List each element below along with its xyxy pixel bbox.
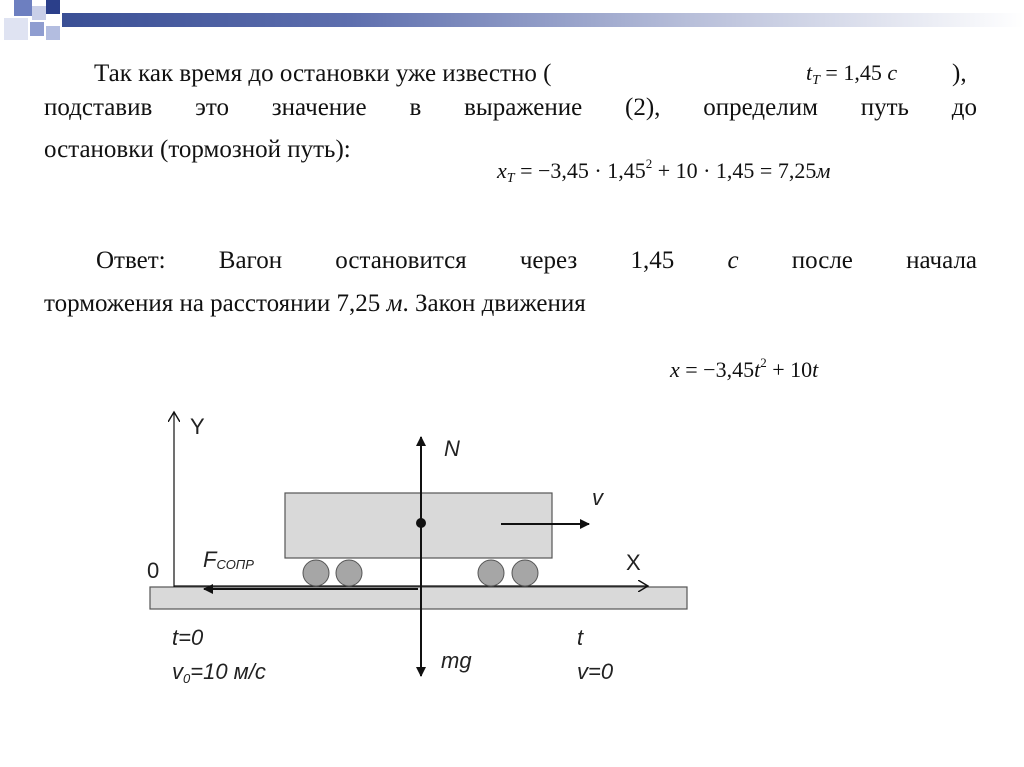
ground	[150, 587, 687, 609]
paragraph-line-2: подставив это значение в выражение (2), определим путь до	[44, 94, 977, 121]
text: Так как время до остановки уже известно (	[94, 60, 552, 87]
x-axis-label: X	[626, 550, 641, 575]
gravity-label: mg	[441, 648, 472, 673]
y-axis-label: Y	[190, 414, 205, 439]
start-velocity-label: $v_0=10$ м/с	[172, 659, 266, 686]
answer-line-2: торможения на расстоянии 7,25 м. Закон движения	[44, 290, 586, 317]
friction-label: FСОПР	[203, 547, 254, 572]
paragraph-line-3: остановки (тормозной путь):	[44, 136, 351, 163]
inline-formula-t: $t_T = 1,45$ c	[806, 60, 898, 88]
wheel	[303, 560, 329, 586]
center-of-mass	[416, 518, 426, 528]
formula-braking-distance: $x_T = -3,45 \cdot 1,45^2 + 10 \cdot 1,45 = 7,25м$	[497, 156, 831, 186]
end-velocity-label: v=0	[577, 659, 614, 684]
normal-force-label: N	[444, 436, 460, 461]
wheel	[512, 560, 538, 586]
wheel	[336, 560, 362, 586]
paragraph-line-1-end: ),	[952, 60, 967, 87]
end-time-label: t	[577, 625, 584, 650]
origin-label: 0	[147, 558, 160, 583]
wheel	[478, 560, 504, 586]
formula-law-of-motion: $x = -3,45t^2 + 10t$	[670, 355, 819, 382]
velocity-label: v	[592, 485, 603, 510]
start-time-label: t=0	[172, 625, 204, 650]
answer-line-1: Ответ: Вагон остановится через 1,45 с после начала	[96, 247, 978, 274]
